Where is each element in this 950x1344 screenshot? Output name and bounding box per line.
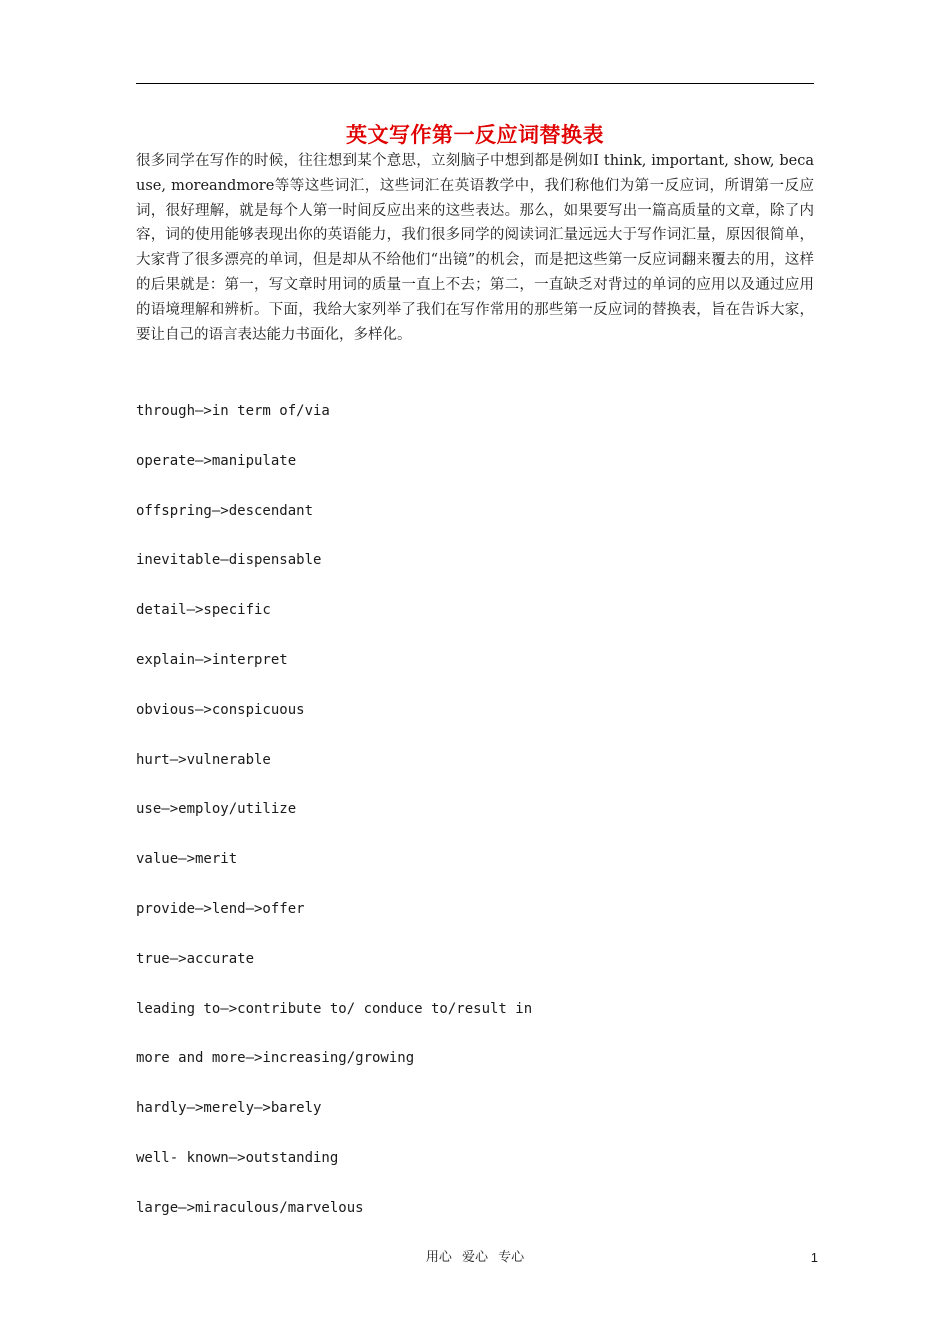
word-pair-item: explain—>interpret	[136, 651, 288, 668]
word-replacement-list	[136, 398, 814, 1245]
word-pair-item: obvious—>conspicuous	[136, 701, 305, 718]
word-pair-item: hardly—>merely—>barely	[136, 1100, 322, 1117]
word-pair-item: detail—>specific	[136, 602, 271, 619]
word-pair-item: well- known—>outstanding	[136, 1149, 339, 1166]
word-pair-item: through—>in term of/via	[136, 403, 330, 419]
word-pair-item: large—>miraculous/marvelous	[136, 1199, 364, 1216]
footer-motto: 用心 爱心 专心	[425, 1250, 525, 1265]
word-pair-item: offspring—>descendant	[136, 502, 314, 519]
word-pair-item: value—>merit	[136, 851, 238, 868]
word-pair-item: inevitable—dispensable	[136, 552, 322, 569]
word-pair-item: more and more—>increasing/growing	[136, 1050, 415, 1067]
word-pair-item: provide—>lend—>offer	[136, 900, 305, 917]
intro-paragraph: 很多同学在写作的时候，往往想到某个意思，立刻脑子中想到都是例如I think, important, show, because, moreandmore等等这些词汇，这些词汇在英语教学中，我们称他们为第一反应词，所谓第一反应词，很好理解，就是每个人第一时间反应出来的这些表达。那么，如果要写出一篇高质量的文章，除了内容，词的使用能够表现出你的英语能力，我们很多同学的阅读词汇量远远大于写作词汇量，原因很简单，大家背了很多漂亮的单词，但是却从不给他们“出镜”的机会，而是把这些第一反应词翻来覆去的用，这样的后果就是：第一，写文章时用词的质量一直上不去；第二，一直缺乏对背过的单词的应用以及通过应用的语境理解和辨析。下面，我给大家列举了我们在写作常用的那些第一反应词的替换表，旨在告诉大家，要让自己的语言表达能力书面化，多样化。	[136, 153, 814, 343]
word-pair-item: true—>accurate	[136, 950, 255, 967]
document-title: 英文写作第一反应词替换表	[346, 123, 604, 147]
word-pair-item: operate—>manipulate	[136, 452, 297, 469]
header-rule	[136, 83, 814, 84]
word-pair-item: use—>employ/utilize	[136, 801, 297, 818]
page-number: 1	[810, 1250, 818, 1265]
word-pair-item: leading to—>contribute to/ conduce to/result in	[136, 1000, 533, 1017]
word-pair-item: hurt—>vulnerable	[136, 751, 271, 768]
